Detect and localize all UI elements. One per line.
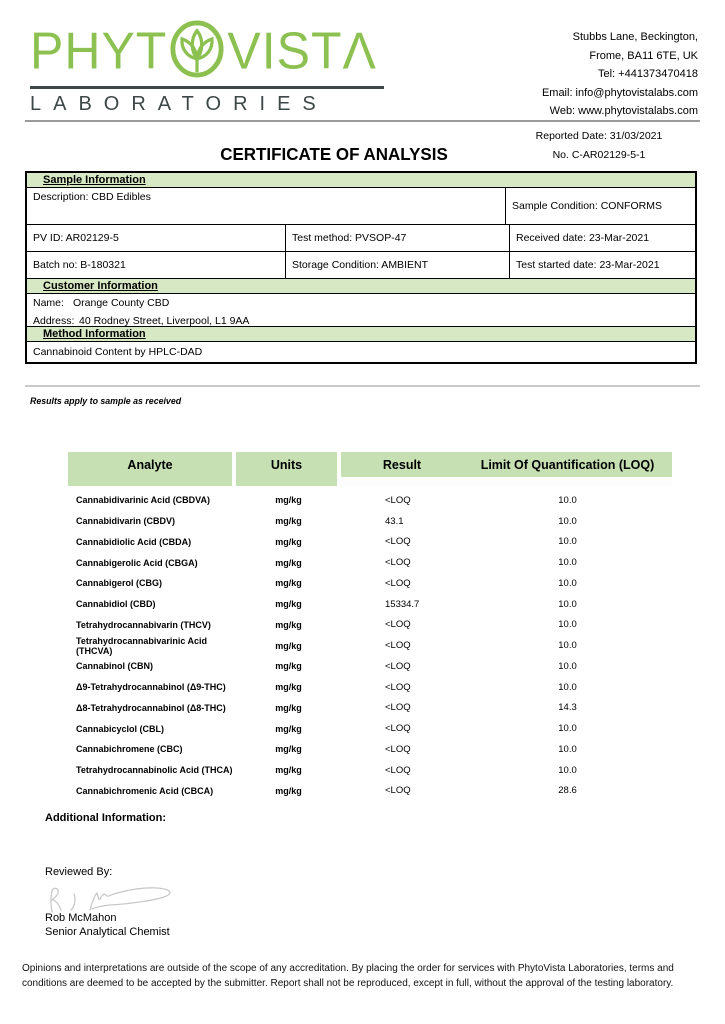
disclaimer-text: Opinions and interpretations are outside of the scope of any accreditation. By placing the order for services with PhytoVista Laboratories, terms and conditions are deemed to be accepted by the submitter. Report shall not be reproduced, except in full, without the approval of the testing laboratory. — [22, 963, 674, 989]
analyte-cell: Δ9-Tetrahydrocannabinol (Δ9-THC) — [76, 682, 226, 693]
page-title: CERTIFICATE OF ANALYSIS — [220, 144, 448, 164]
sample-info-cell-1: PV ID: AR02129-5 — [33, 232, 119, 244]
info-table — [25, 171, 697, 364]
analyte-cell: Cannabidiol (CBD) — [76, 599, 156, 610]
logo-text-vista: VISTΛ — [227, 21, 377, 80]
loq-cell: 10.0 — [558, 494, 577, 506]
customer-information-bar — [27, 279, 695, 294]
result-cell: <LOQ — [385, 640, 411, 652]
analyte-cell: Cannabigerolic Acid (CBGA) — [76, 557, 198, 568]
sample-info-cell-3: Test started date: 23-Mar-2021 — [509, 252, 695, 278]
table-row — [68, 656, 672, 677]
units-cell: mg/kg — [275, 765, 302, 776]
loq-cell: 10.0 — [558, 743, 577, 755]
results-table-body — [68, 490, 672, 801]
analyte-column-header: Analyte — [68, 452, 232, 486]
leaf-in-circle-icon — [170, 20, 224, 78]
loq-cell: 10.0 — [558, 536, 577, 548]
reviewer-role: Senior Analytical Chemist — [45, 926, 170, 938]
table-row — [68, 552, 672, 573]
sample-info-row — [27, 252, 695, 279]
loq-cell: 10.0 — [558, 681, 577, 693]
results-table — [68, 452, 672, 801]
description-cell: Description: CBD Edibles — [33, 191, 151, 203]
analyte-cell: Cannabicyclol (CBL) — [76, 723, 165, 734]
customer-name-value: Orange County CBD — [73, 297, 170, 309]
units-cell: mg/kg — [275, 682, 302, 693]
loq-cell: 10.0 — [558, 660, 577, 672]
sample-info-cell-2: Test method: PVSOP-47 — [285, 225, 509, 251]
result-cell: <LOQ — [385, 764, 411, 776]
result-cell: <LOQ — [385, 743, 411, 755]
logo-subtitle: LABORATORIES — [30, 93, 328, 115]
results-note: Results apply to sample as received — [30, 396, 182, 406]
loq-cell: 10.0 — [558, 577, 577, 589]
result-cell: 43.1 — [385, 515, 404, 527]
contact-line: Tel: +441373470418 — [597, 68, 698, 80]
units-cell: mg/kg — [275, 536, 302, 547]
units-cell: mg/kg — [275, 702, 302, 713]
header-divider — [25, 120, 700, 122]
sample-information-title: Sample Information — [43, 174, 146, 186]
customer-address-label: Address: — [33, 315, 75, 327]
units-column-header: Units — [236, 452, 337, 486]
table-row — [68, 573, 672, 594]
units-cell: mg/kg — [275, 495, 302, 506]
units-cell: mg/kg — [275, 557, 302, 568]
method-cell: Cannabinoid Content by HPLC-DAD — [33, 346, 203, 358]
contact-line: Web: www.phytovistalabs.com — [549, 105, 698, 117]
customer-name-label: Name: — [33, 297, 64, 309]
result-column-header: Result — [382, 458, 422, 472]
logo-text-phyt: PHYT — [30, 21, 168, 80]
analyte-cell: Cannabinol (CBN) — [76, 661, 153, 672]
description-row — [27, 188, 695, 225]
analyte-cell: Cannabidiolic Acid (CBDA) — [76, 536, 192, 547]
units-cell: mg/kg — [275, 661, 302, 672]
units-cell: mg/kg — [275, 578, 302, 589]
sample-info-cell-3: Received date: 23-Mar-2021 — [509, 225, 695, 251]
result-cell: <LOQ — [385, 619, 411, 631]
analyte-cell: Cannabichromene (CBC) — [76, 744, 183, 755]
analyte-cell: Δ8-Tetrahydrocannabinol (Δ8-THC) — [76, 702, 226, 713]
analyte-cell: Tetrahydrocannabivarinic Acid (THCVA) — [76, 635, 208, 656]
result-cell: <LOQ — [385, 681, 411, 693]
customer-address-value: 40 Rodney Street, Liverpool, L1 9AA — [79, 315, 250, 327]
result-cell: <LOQ — [385, 785, 411, 797]
customer-information-title: Customer Information — [43, 280, 158, 292]
units-cell: mg/kg — [275, 619, 302, 630]
customer-cell — [27, 294, 695, 327]
result-cell: <LOQ — [385, 723, 411, 735]
analyte-cell: Cannabichromenic Acid (CBCA) — [76, 785, 214, 796]
reviewer-name: Rob McMahon — [45, 912, 117, 924]
analyte-cell: Tetrahydrocannabinolic Acid (THCA) — [76, 765, 233, 776]
method-information-title: Method Information — [43, 328, 146, 340]
table-row — [68, 739, 672, 760]
result-cell: <LOQ — [385, 577, 411, 589]
results-table-header — [68, 452, 672, 486]
table-row — [68, 490, 672, 511]
reported-date: Reported Date: 31/03/2021 — [535, 130, 663, 142]
loq-cell: 10.0 — [558, 764, 577, 776]
table-row — [68, 781, 672, 802]
units-cell: mg/kg — [275, 640, 302, 651]
mid-divider — [25, 385, 700, 387]
contact-line: Email: info@phytovistalabs.com — [541, 86, 698, 99]
analyte-cell: Cannabidivarinic Acid (CBDVA) — [76, 495, 211, 506]
result-cell: <LOQ — [385, 536, 411, 548]
units-cell: mg/kg — [275, 516, 302, 527]
reviewed-by-label: Reviewed By: — [45, 866, 113, 878]
result-cell: <LOQ — [385, 702, 411, 714]
analyte-cell: Cannabigerol (CBG) — [76, 578, 163, 589]
result-cell: 15334.7 — [385, 598, 420, 610]
loq-cell: 10.0 — [558, 598, 577, 610]
customer-address-line — [33, 315, 689, 327]
table-row — [68, 677, 672, 698]
table-row — [68, 760, 672, 781]
lab-contact-block — [542, 28, 698, 121]
sample-info-cell-1: Batch no: B-180321 — [33, 259, 126, 271]
table-row — [68, 698, 672, 719]
units-cell: mg/kg — [275, 599, 302, 610]
table-row — [68, 511, 672, 532]
additional-information-label: Additional Information: — [45, 812, 166, 824]
units-cell: mg/kg — [275, 785, 302, 796]
contact-line: Stubbs Lane, Beckington, — [572, 31, 698, 43]
customer-name-line — [33, 297, 689, 309]
table-row — [68, 532, 672, 553]
sample-condition-cell: Sample Condition: CONFORMS — [505, 188, 695, 224]
certificate-number: No. C-AR02129-5-1 — [552, 149, 646, 161]
sample-information-bar — [27, 173, 695, 188]
method-information-bar — [27, 327, 695, 342]
units-cell: mg/kg — [275, 723, 302, 734]
result-loq-header-group — [341, 452, 672, 486]
logo-divider — [30, 86, 384, 89]
table-row — [68, 635, 672, 656]
loq-cell: 28.6 — [558, 785, 577, 797]
units-cell: mg/kg — [275, 744, 302, 755]
contact-line: Frome, BA11 6TE, UK — [589, 49, 698, 62]
result-cell: <LOQ — [385, 660, 411, 672]
table-row — [68, 594, 672, 615]
result-cell: <LOQ — [385, 494, 411, 506]
loq-cell: 10.0 — [558, 640, 577, 652]
sample-info-cell-2: Storage Condition: AMBIENT — [285, 252, 509, 278]
logo-wordmark — [30, 20, 384, 81]
result-cell: <LOQ — [385, 557, 411, 569]
table-row — [68, 718, 672, 739]
loq-cell: 14.3 — [558, 702, 577, 714]
loq-cell: 10.0 — [558, 515, 577, 527]
table-row — [68, 615, 672, 636]
analyte-cell: Tetrahydrocannabivarin (THCV) — [76, 619, 211, 630]
report-meta — [500, 127, 698, 165]
analyte-cell: Cannabidivarin (CBDV) — [76, 516, 176, 527]
loq-column-header: Limit Of Quantification (LOQ) — [480, 458, 655, 472]
loq-cell: 10.0 — [558, 557, 577, 569]
sample-info-row — [27, 225, 695, 252]
loq-cell: 10.0 — [558, 619, 577, 631]
phytovista-logo — [30, 20, 384, 116]
loq-cell: 10.0 — [558, 723, 577, 735]
